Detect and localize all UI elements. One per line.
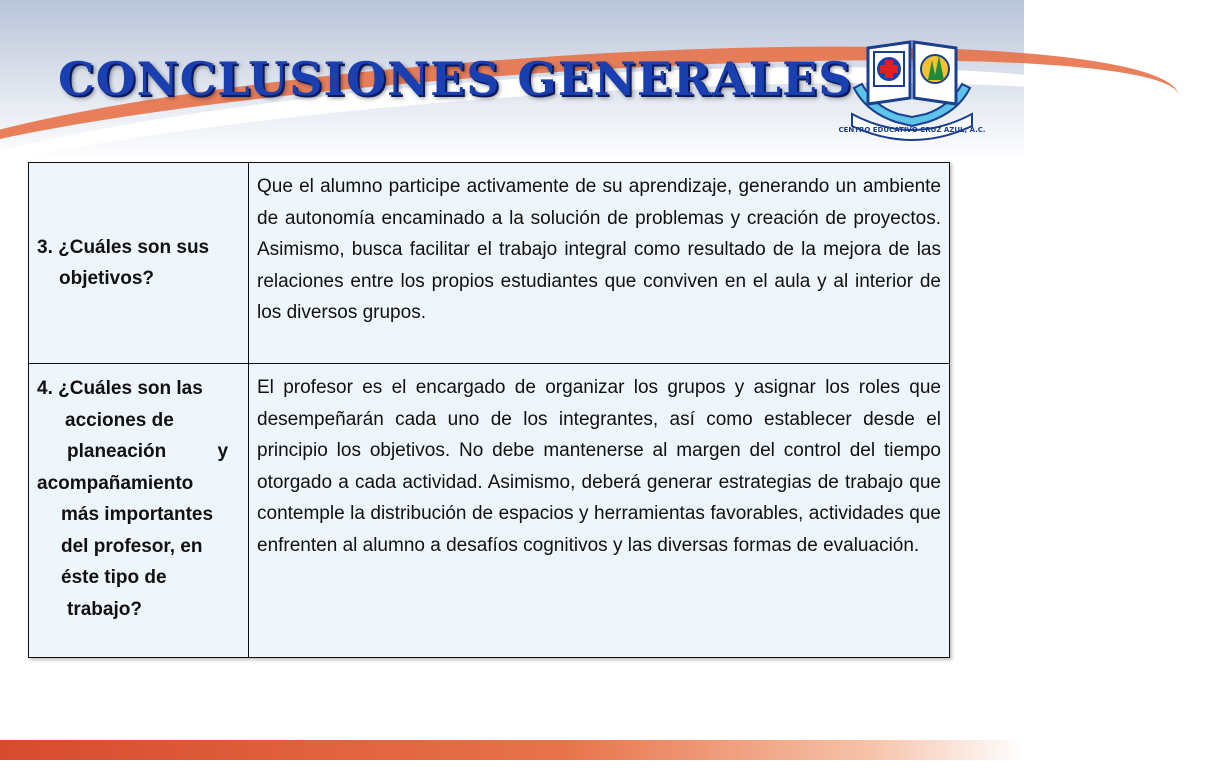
- question-line: acompañamiento: [37, 472, 194, 494]
- question-line: planeación y: [67, 441, 229, 462]
- school-crest-logo: [838, 26, 986, 138]
- question-line: 3. ¿Cuáles son sus: [37, 236, 210, 258]
- slide-title: CONCLUSIONES GENERALES: [58, 52, 853, 106]
- table-row: [29, 163, 949, 364]
- footer-bar: [0, 740, 1024, 760]
- question-line: más importantes: [61, 504, 214, 525]
- question-line: objetivos?: [59, 268, 155, 289]
- question-line: del profesor, en: [61, 535, 203, 557]
- question-cell: [29, 163, 249, 363]
- logo-ribbon-text: CENTRO EDUCATIVO CRUZ AZUL, A.C.: [838, 126, 986, 134]
- table-row: [29, 364, 949, 657]
- answer-cell: El profesor es el encargado de organizar los grupos y asignar los roles que desempeñarán cada uno de los integrantes, así como establecer desde el principio los objetivos. No debe mantenerse al margen del control del tiempo otorgado a cada actividad. Asimismo, deberá generar estrategias de trabajo que contemple la distribución de espacios y herramientas favorables, actividades que enfrenten al alumno a desafíos cognitivos y las diversas formas de evaluación.: [257, 377, 941, 556]
- question-line: éste tipo de: [61, 567, 167, 588]
- conclusions-table: [28, 162, 950, 658]
- question-cell: [29, 364, 249, 657]
- question-line: 4. ¿Cuáles son las: [37, 378, 203, 399]
- answer-cell: Que el alumno participe activamente de su aprendizaje, generando un ambiente de autonomía encaminado a la solución de problemas y creación de proyectos. Asimismo, busca facilitar el trabajo integral como resultado de la mejora de las relaciones entre los propios estudiantes que conviven en el aula y al interior de los diversos grupos.: [257, 176, 941, 323]
- question-line: trabajo?: [67, 598, 142, 620]
- question-line: acciones de: [65, 409, 174, 431]
